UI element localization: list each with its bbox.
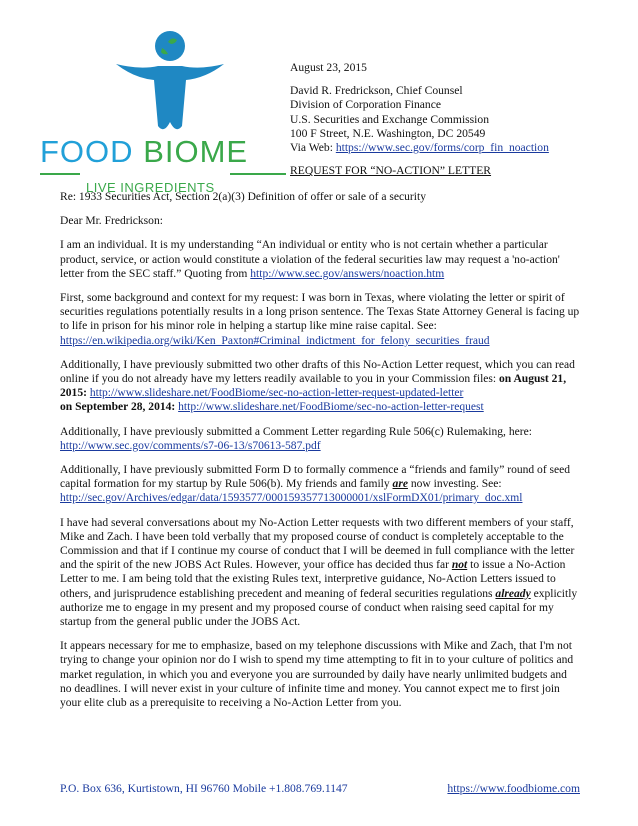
emphasis-are: are [392, 478, 408, 491]
via-web-line [290, 141, 620, 155]
via-web-label: Via Web: [290, 141, 336, 155]
logo-divider-right [230, 173, 286, 175]
letter-date: August 23, 2015 [290, 61, 367, 74]
paragraph-4-text: Additionally, I have previously submitted a Comment Letter regarding Rule 506(c) Rulemaking, here: [60, 425, 532, 438]
letter-header [290, 61, 620, 178]
slideshare-original-link[interactable]: http://www.slideshare.net/FoodBiome/sec-no-action-letter-request [178, 401, 484, 414]
person-globe-icon [110, 26, 230, 138]
recipient-division: Division of Corporation Finance [290, 98, 442, 112]
letter-footer [60, 782, 580, 795]
paragraph-2 [60, 291, 580, 348]
paragraph-6-text-b: to issue a No-Action Letter to me. I am being told that the existing Rules text, interpretive guidance, No-Action Letters issued to others, and jurisprudence establishing precedent and meaning of federal securities regulations [60, 559, 566, 600]
logo-word-food: FOOD [40, 134, 134, 169]
recipient-address: 100 F Street, N.E. Washington, DC 20549 [290, 126, 486, 140]
letter-subject: REQUEST FOR “NO-ACTION” LETTER [290, 164, 492, 178]
draft-date-1: on August 21, 2015: [60, 373, 567, 400]
paragraph-2-text: First, some background and context for my request: I was born in Texas, where violating the letter or spirit of securities regulations potentially results in a long prison sentence. The Texas State Attorney General is facing up to life in prison for his minor role in helping a startup like mine raise capital. See: [60, 292, 580, 333]
paragraph-3 [60, 358, 580, 415]
re-line: Re: 1933 Securities Act, Section 2(a)(3) Definition of offer or sale of a security [60, 191, 426, 203]
footer-website-link[interactable]: https://www.foodbiome.com [447, 782, 580, 795]
paragraph-6-text-c: explicitly authorize me to engage in my present and my proposed course of conduct when raising seed capital for my startup from the general public under the JOBS Act. [60, 587, 578, 629]
footer-address: P.O. Box 636, Kurtistown, HI 96760 Mobile +1.808.769.1147 [60, 782, 348, 795]
sec-noaction-link[interactable]: http://www.sec.gov/answers/noaction.htm [250, 267, 445, 280]
emphasis-already: already [495, 587, 531, 600]
paragraph-4 [60, 425, 580, 453]
wikipedia-paxton-link[interactable]: https://en.wikipedia.org/wiki/Ken_Paxton#Criminal_indictment_for_felony_securities_fraud [60, 334, 490, 347]
paragraph-3-text: Additionally, I have previously submitted two other drafts of this No-Action Letter request, which you can read online if you do not already have my letters readily available to you in your Commission files: [60, 358, 575, 386]
logo-word-biome: BIOME [143, 134, 249, 169]
salutation: Dear Mr. Fredrickson: [60, 215, 163, 228]
paragraph-7: It appears necessary for me to emphasize, based on my telephone discussions with Mike and Zach, that I'm not trying to change your opinion nor do I wish to spend my time attempting to fit in to your culture of politics and market regulation, in which you and everyone you are surrounded by daily have nearly unlimited budgets and no deadlines. I will never exist in your culture of infinite time and money. You cannot expect me to first join your elite club as a prerequisite to receiving a No-Action Letter from you. [60, 640, 574, 710]
paragraph-6 [60, 516, 580, 630]
draft-date-2: on September 28, 2014: [60, 401, 176, 414]
foodbiome-logo [40, 26, 286, 195]
logo-divider-left [40, 173, 80, 175]
recipient-org: U.S. Securities and Exchange Commission [290, 112, 490, 126]
logo-tagline: LIVE INGREDIENTS [86, 180, 215, 195]
form-d-link[interactable]: http://sec.gov/Archives/edgar/data/1593577/000159357713000001/xslFormDX01/primary_doc.xml [60, 492, 523, 505]
sec-comment-link[interactable]: http://www.sec.gov/comments/s7-06-13/s70613-587.pdf [60, 439, 321, 452]
paragraph-5-text-a: Additionally, I have previously submitted Form D to formally commence a “friends and family” round of seed capital formation for my startup by Rule 506(b). My friends and family [60, 464, 571, 491]
paragraph-1 [60, 238, 580, 281]
emphasis-not: not [451, 559, 468, 572]
letter-body [60, 190, 580, 720]
logo-wordmark [40, 134, 286, 170]
slideshare-updated-link[interactable]: http://www.slideshare.net/FoodBiome/sec-no-action-letter-request-updated-letter [89, 387, 464, 400]
paragraph-5-text-b: now investing. See: [407, 478, 502, 491]
paragraph-6-text-a: I have had several conversations about my No-Action Letter requests with two different members of your staff, Mike and Zach. I have been told verbally that my proposed course of conduct is completely acceptable to the Commission and that if I continue my course of conduct that I will be deemed in full compliance with the letter and the spirit of the new JOBS Act Rules. However, your office has decided thus far [60, 516, 575, 572]
paragraph-5 [60, 463, 580, 506]
via-web-link[interactable]: https://www.sec.gov/forms/corp_fin_noaction [335, 141, 549, 155]
paragraph-1-text: I am an individual. It is my understanding “An individual or entity who is not certain whether a particular product, service, or action would constitute a violation of the federal securities law may request a 'no-action' letter from the SEC staff.” Quoting from [60, 239, 560, 280]
recipient-name: David R. Fredrickson, Chief Counsel [290, 84, 463, 98]
